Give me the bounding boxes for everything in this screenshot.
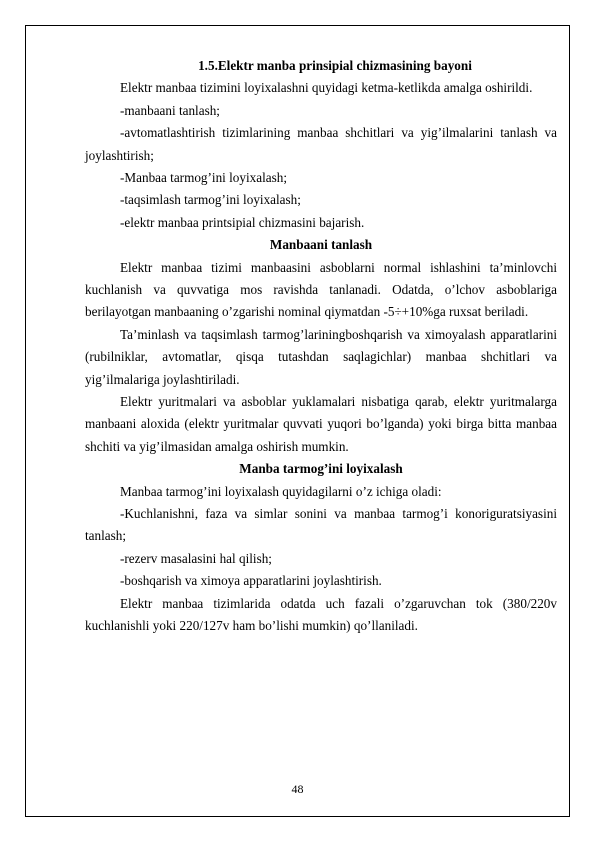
list-item: -elektr manbaa printsipial chizmasini bajarish. — [120, 214, 365, 230]
paragraph: Elektr manbaa tizimini loyixalashni quyidagi ketma-ketlikda amalga oshirildi. — [120, 80, 533, 96]
list-item: -avtomatlashtirish tizimlarining manbaa shchitlari va yig’ilmalarini tanlash va joylashtirish; — [85, 125, 557, 163]
list-item: -boshqarish va ximoya apparatlarini joylashtirish. — [120, 573, 382, 589]
section-title: 1.5.Elektr manba prinsipial chizmasining bayoni — [198, 58, 472, 73]
document-body — [85, 55, 557, 638]
list-item: -manbaani tanlash; — [120, 102, 220, 118]
subsection-heading: Manba tarmog’ini loyixalash — [239, 461, 403, 477]
list-item: -Kuchlanishni, faza va simlar sonini va manbaa tarmog’i konoriguratsiyasini tanlash; — [85, 506, 557, 544]
subsection-heading: Manbaani tanlash — [269, 237, 373, 253]
list-item: -taqsimlash tarmog’ini loyixalash; — [120, 192, 301, 208]
list-item: -Manbaa tarmog’ini loyixalash; — [120, 170, 287, 186]
paragraph: Elektr manbaa tizimlarida odatda uch fazali o’zgaruvchan tok (380/220v kuchlanishli yoki 220/127v ham bo’lishi mumkin) qo’llaniladi. — [85, 595, 557, 634]
page-number: 48 — [291, 782, 304, 796]
paragraph: Manbaa tarmog’ini loyixalash quyidagilarni o’z ichiga oladi: — [120, 483, 442, 499]
paragraph: Elektr manbaa tizimi manbaasini asboblarni normal ishlashini ta’minlovchi kuchlanish va quvvatiga mos ravishda tanlanadi. Odatda, o’lchov asboblariga berilayotgan manbaaning o’zgarishi nominal qiymatdan -5÷+10%ga ruxsat beriladi. — [85, 259, 557, 320]
paragraph: Ta’minlash va taqsimlash tarmog’lariningboshqarish va ximoyalash apparatlarini (rubilniklar, avtomatlar, qisqa tutashdan saqlagichlar) manbaa shchitlari va yig’ilmalariga joylashtiriladi. — [85, 326, 557, 387]
list-item: -rezerv masalasini hal qilish; — [120, 550, 272, 566]
paragraph: Elektr yuritmalari va asboblar yuklamalari nisbatiga qarab, elektr yuritmalarga manbaani aloxida (elektr yuritmalar quvvati yuqori bo’lganda) yoki birga bitta manbaa shchiti va yig’ilmasidan amalga oshirish mumkin. — [85, 394, 557, 454]
